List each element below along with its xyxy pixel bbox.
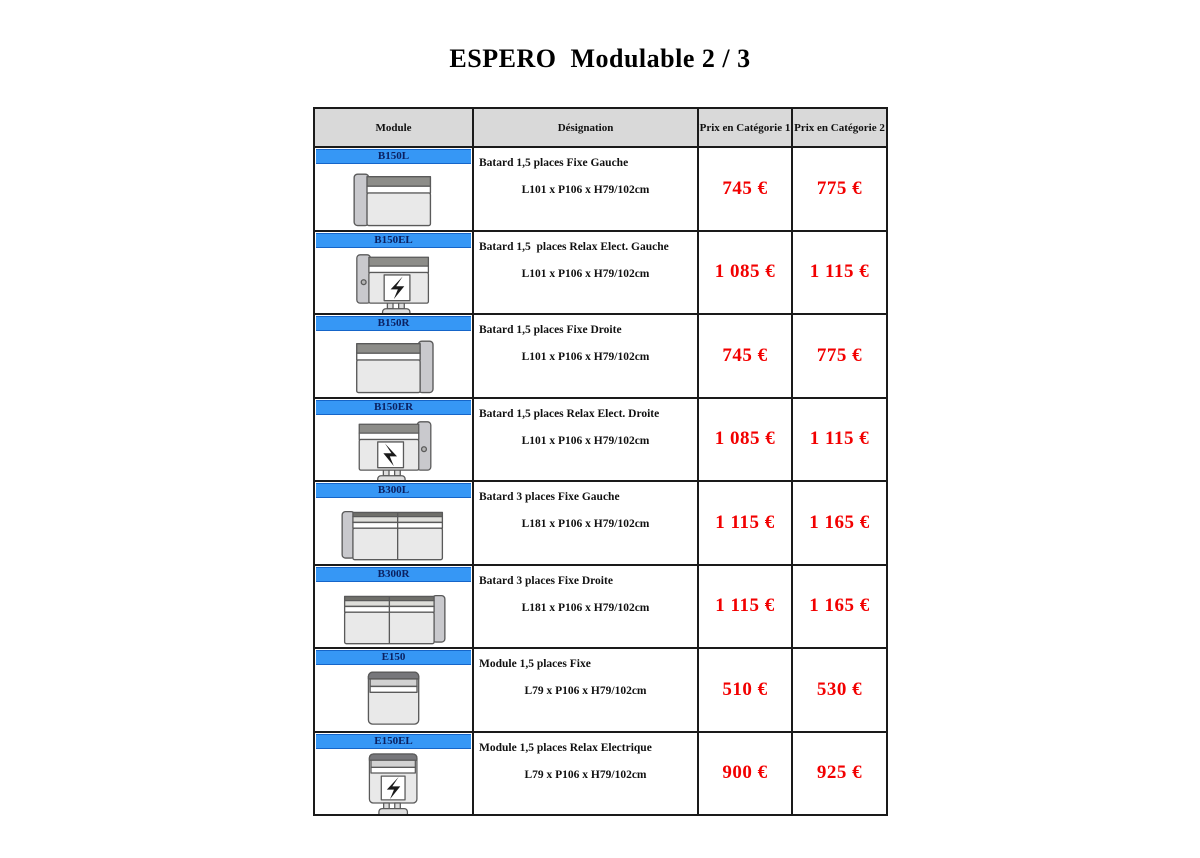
designation-text: Batard 3 places Fixe Droite — [479, 574, 613, 587]
price-cat1-value: 900 € — [722, 762, 768, 784]
module-cell — [314, 732, 473, 816]
header-designation: Désignation — [473, 108, 698, 147]
sofa-diagram-icon — [315, 415, 472, 481]
module-code-label: B150ER — [373, 400, 414, 413]
price-cat1-cell — [698, 398, 792, 482]
module-cell — [314, 231, 473, 315]
module-code-banner — [316, 400, 471, 415]
price-cat2-value: 1 115 € — [809, 428, 870, 450]
price-table — [313, 107, 888, 816]
designation-text: Batard 1,5 places Fixe Droite — [479, 324, 622, 336]
header-price-cat1: Prix en Catégorie 1 — [698, 108, 792, 147]
price-cat2-value: 925 € — [816, 762, 863, 784]
price-cat1-cell — [698, 147, 792, 231]
designation-text: Module 1,5 places Relax Electrique — [479, 741, 652, 754]
module-code-banner — [316, 483, 471, 498]
price-cat2-value: 1 165 € — [809, 511, 870, 533]
price-cat1-cell — [698, 481, 792, 565]
table-row — [314, 481, 887, 565]
module-code-label: E150EL — [374, 734, 413, 747]
designation-cell — [473, 231, 698, 315]
dimensions-text: L101 x P106 x H79/102cm — [521, 434, 650, 447]
designation-text: Batard 1,5 places Relax Elect. Droite — [479, 407, 660, 420]
price-cat2-cell — [792, 481, 887, 565]
price-cat1-value: 1 085 € — [714, 428, 776, 450]
price-cat1-cell — [698, 732, 792, 816]
dimensions-text: L79 x P106 x H79/102cm — [524, 768, 647, 781]
module-code-label: B150R — [377, 317, 410, 329]
table-row — [314, 231, 887, 315]
price-cat2-value: 775 € — [816, 177, 863, 199]
price-cat1-value: 1 115 € — [715, 595, 775, 617]
page-title: ESPERO Modulable 2 / 3 — [449, 44, 751, 73]
price-cat2-cell — [792, 648, 887, 732]
module-code-label: B150EL — [374, 233, 413, 246]
table-row — [314, 732, 887, 816]
designation-cell — [473, 147, 698, 231]
price-cat2-cell — [792, 314, 887, 398]
designation-cell — [473, 398, 698, 482]
price-cat2-cell — [792, 565, 887, 649]
sofa-diagram-icon — [315, 665, 472, 731]
module-cell — [314, 481, 473, 565]
header-price-cat2: Prix en Catégorie 2 — [792, 108, 887, 147]
module-cell — [314, 147, 473, 231]
price-cat1-cell — [698, 648, 792, 732]
designation-cell — [473, 648, 698, 732]
dimensions-text: L181 x P106 x H79/102cm — [521, 518, 650, 530]
module-code-label: B300R — [377, 567, 410, 580]
designation-text: Batard 1,5 places Relax Elect. Gauche — [479, 240, 669, 253]
module-cell — [314, 648, 473, 732]
price-cat1-value: 1 115 € — [715, 511, 775, 533]
dimensions-text: L181 x P106 x H79/102cm — [521, 601, 650, 614]
price-cat2-cell — [792, 147, 887, 231]
header-module: Module — [314, 108, 473, 147]
price-cat1-value: 510 € — [722, 678, 768, 700]
dimensions-text: L101 x P106 x H79/102cm — [521, 184, 650, 196]
table-row — [314, 648, 887, 732]
table-row — [314, 147, 887, 231]
module-cell — [314, 314, 473, 398]
price-cat2-cell — [792, 231, 887, 315]
table-row — [314, 398, 887, 482]
module-code-banner — [316, 316, 471, 331]
price-cat1-cell — [698, 314, 792, 398]
sofa-diagram-icon — [315, 248, 472, 314]
module-code-banner — [316, 233, 471, 248]
module-code-banner — [316, 734, 471, 749]
price-cat2-value: 530 € — [816, 678, 863, 700]
dimensions-text: L101 x P106 x H79/102cm — [521, 351, 650, 363]
module-code-banner — [316, 149, 471, 164]
dimensions-text: L79 x P106 x H79/102cm — [524, 685, 647, 697]
table-header — [314, 108, 887, 147]
designation-text: Batard 1,5 places Fixe Gauche — [479, 157, 629, 169]
table-row — [314, 314, 887, 398]
price-cat2-value: 1 115 € — [809, 261, 870, 283]
designation-cell — [473, 314, 698, 398]
designation-cell — [473, 565, 698, 649]
sofa-diagram-icon — [315, 582, 472, 648]
module-cell — [314, 565, 473, 649]
sofa-diagram-icon — [315, 331, 472, 397]
module-code-label: B150L — [377, 150, 410, 162]
designation-cell — [473, 481, 698, 565]
price-cat1-value: 745 € — [722, 177, 768, 199]
price-cat1-cell — [698, 565, 792, 649]
price-cat2-cell — [792, 732, 887, 816]
module-code-label: E150 — [381, 651, 406, 663]
price-cat2-value: 775 € — [816, 344, 863, 366]
dimensions-text: L101 x P106 x H79/102cm — [521, 267, 650, 280]
module-code-banner — [316, 650, 471, 665]
price-cat1-value: 1 085 € — [714, 261, 776, 283]
designation-text: Batard 3 places Fixe Gauche — [479, 491, 620, 503]
designation-cell — [473, 732, 698, 816]
sofa-diagram-icon — [315, 164, 472, 230]
price-cat2-cell — [792, 398, 887, 482]
sofa-diagram-icon — [315, 498, 472, 564]
table-body — [314, 147, 887, 815]
designation-text: Module 1,5 places Fixe — [479, 658, 591, 670]
price-cat1-value: 745 € — [722, 344, 768, 366]
module-cell — [314, 398, 473, 482]
price-cat1-cell — [698, 231, 792, 315]
module-code-label: B300L — [377, 484, 410, 496]
price-cat2-value: 1 165 € — [809, 595, 870, 617]
sofa-diagram-icon — [315, 749, 472, 815]
module-code-banner — [316, 567, 471, 582]
header-row — [314, 108, 887, 147]
table-row — [314, 565, 887, 649]
